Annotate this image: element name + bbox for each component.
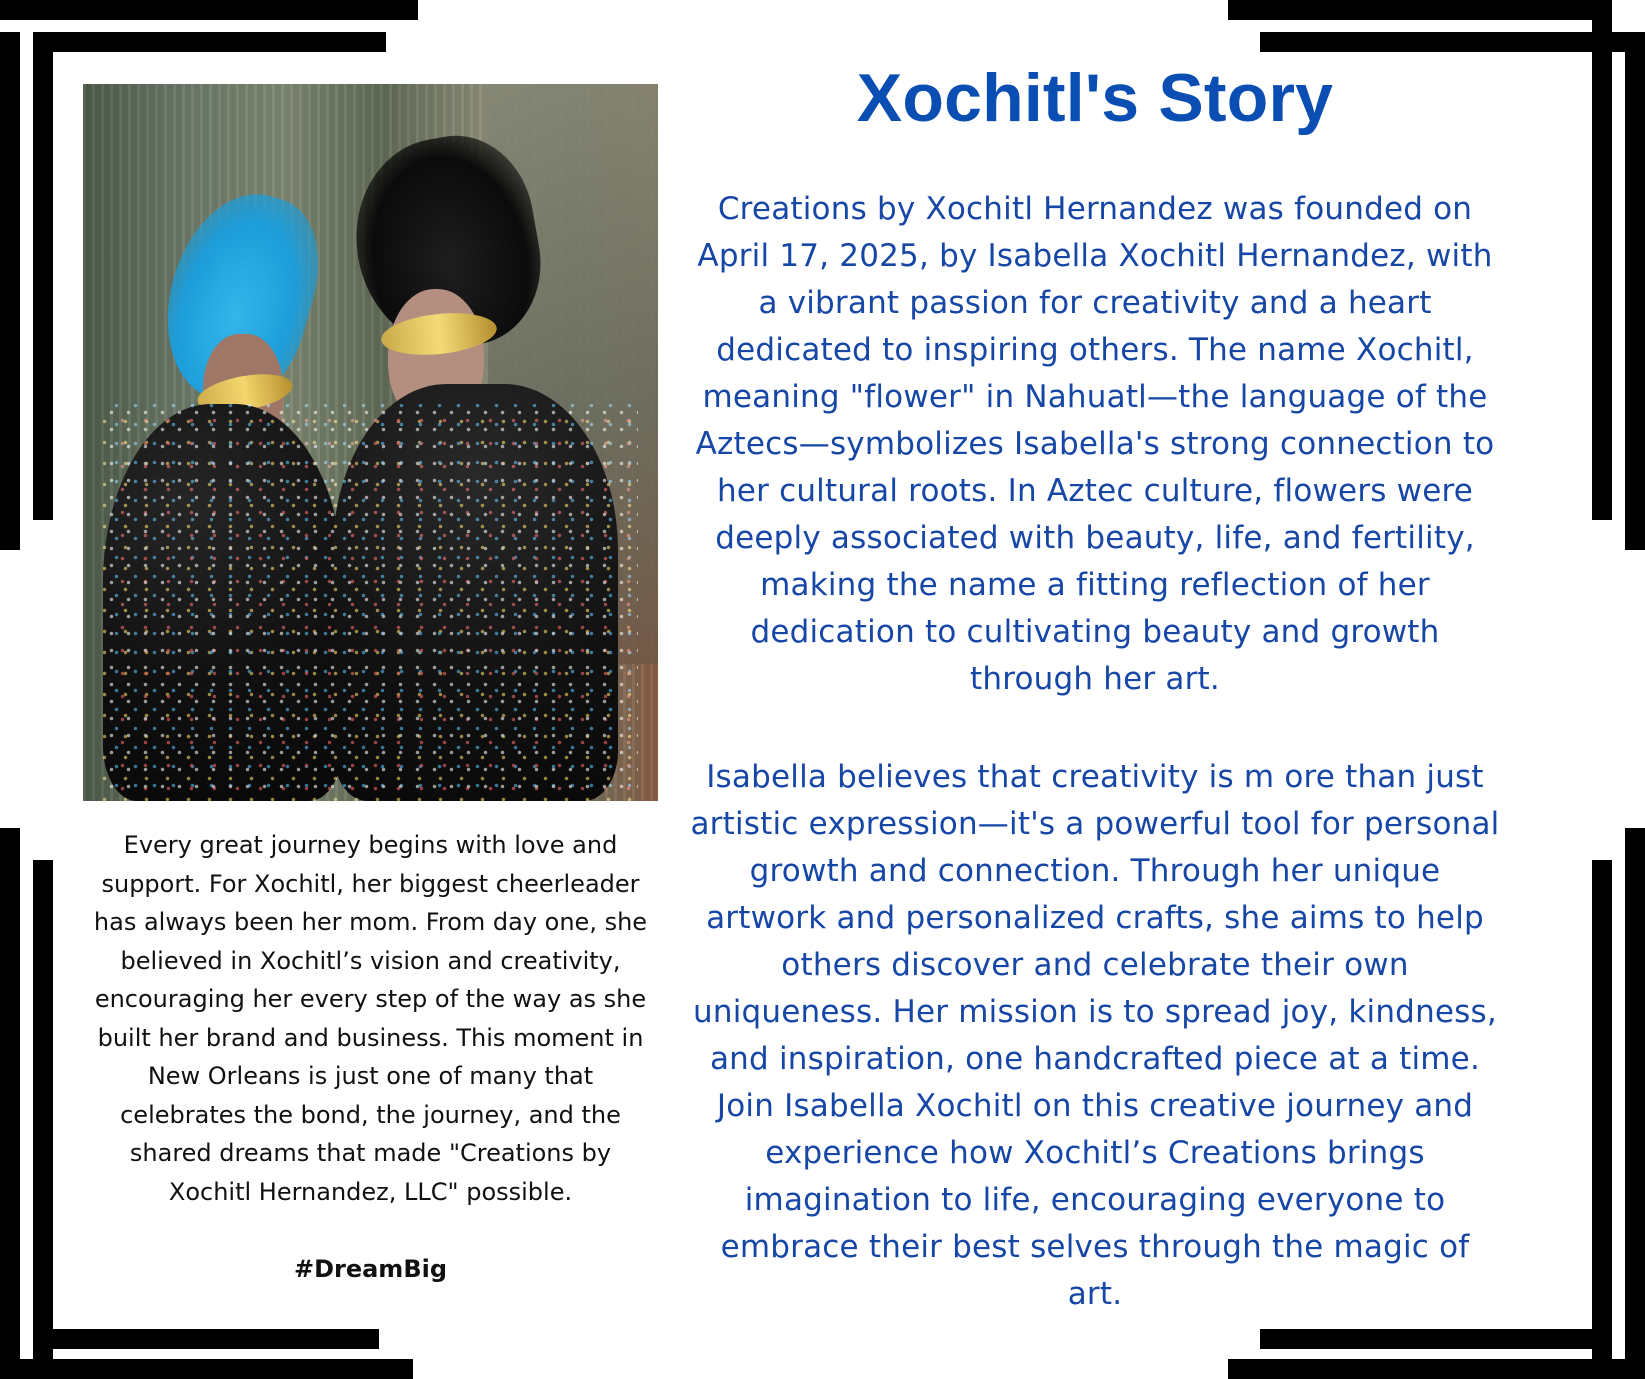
left-person-dress xyxy=(103,404,343,801)
frame-bar-bottom-left-outer xyxy=(0,1359,413,1379)
story-paragraph-founding: Creations by Xochitl Hernandez was founded on April 17, 2025, by Isabella Xochitl Hernandez, with a vibrant passion for creativity and a heart dedicated to inspiring others. The name Xochitl, meaning "flower" in Nahuatl—the language of the Aztecs—symbolizes Isabella's strong connection to her cultural roots. In Aztec culture, flowers were deeply associated with beauty, life, and fertility, making the name a fitting reflection of her dedication to cultivating beauty and growth through her art. xyxy=(695,191,1495,697)
story-photo xyxy=(83,84,658,801)
right-person-dress xyxy=(333,384,618,801)
frame-bar-right-inner-bottom xyxy=(1592,860,1612,1379)
frame-bar-bottom-left-inner xyxy=(33,1329,379,1349)
frame-bar-top-left-outer xyxy=(0,0,418,20)
story-paragraph-mission: Isabella believes that creativity is m ore than just artistic expression—it's a powerful tool for personal growth and connection. Through her unique artwork and personalized crafts, she aims to help others discover and celebrate their own uniqueness. Her mission is to spread joy, kindness, and inspiration, one handcrafted piece at a time. Join Isabella Xochitl on this creative journey and experience how Xochitl’s Creations brings imagination to life, encouraging everyone to embrace their best selves through the magic of art. xyxy=(690,759,1500,1312)
frame-bar-left-inner-bottom xyxy=(33,860,53,1379)
frame-bar-top-left-inner xyxy=(33,32,386,52)
frame-bar-bottom-right-inner xyxy=(1260,1329,1612,1349)
photo-caption: Every great journey begins with love and support. For Xochitl, her biggest cheerleader has always been her mom. From day one, she believed in Xochitl’s vision and creativity, encouraging her every step of the way as she built her brand and business. This moment in New Orleans is just one of many that celebrates the bond, the journey, and the shared dreams that made "Creations by Xochitl Hernandez, LLC" possible. xyxy=(93,831,648,1206)
frame-bar-top-right-inner xyxy=(1260,32,1645,52)
frame-bar-left-inner-top xyxy=(33,32,53,520)
frame-bar-right-outer-bottom xyxy=(1625,828,1645,1379)
frame-bar-left-outer-bottom xyxy=(0,828,20,1379)
frame-bar-right-inner-top xyxy=(1592,0,1612,520)
page-title: Xochitl's Story xyxy=(856,60,1334,136)
frame-bar-right-outer-top xyxy=(1625,32,1645,550)
frame-bar-top-right-outer xyxy=(1228,0,1612,20)
frame-bar-bottom-right-outer xyxy=(1228,1359,1645,1379)
hashtag-dreambig: #DreamBig xyxy=(293,1255,448,1283)
frame-bar-left-outer-top xyxy=(0,32,20,550)
